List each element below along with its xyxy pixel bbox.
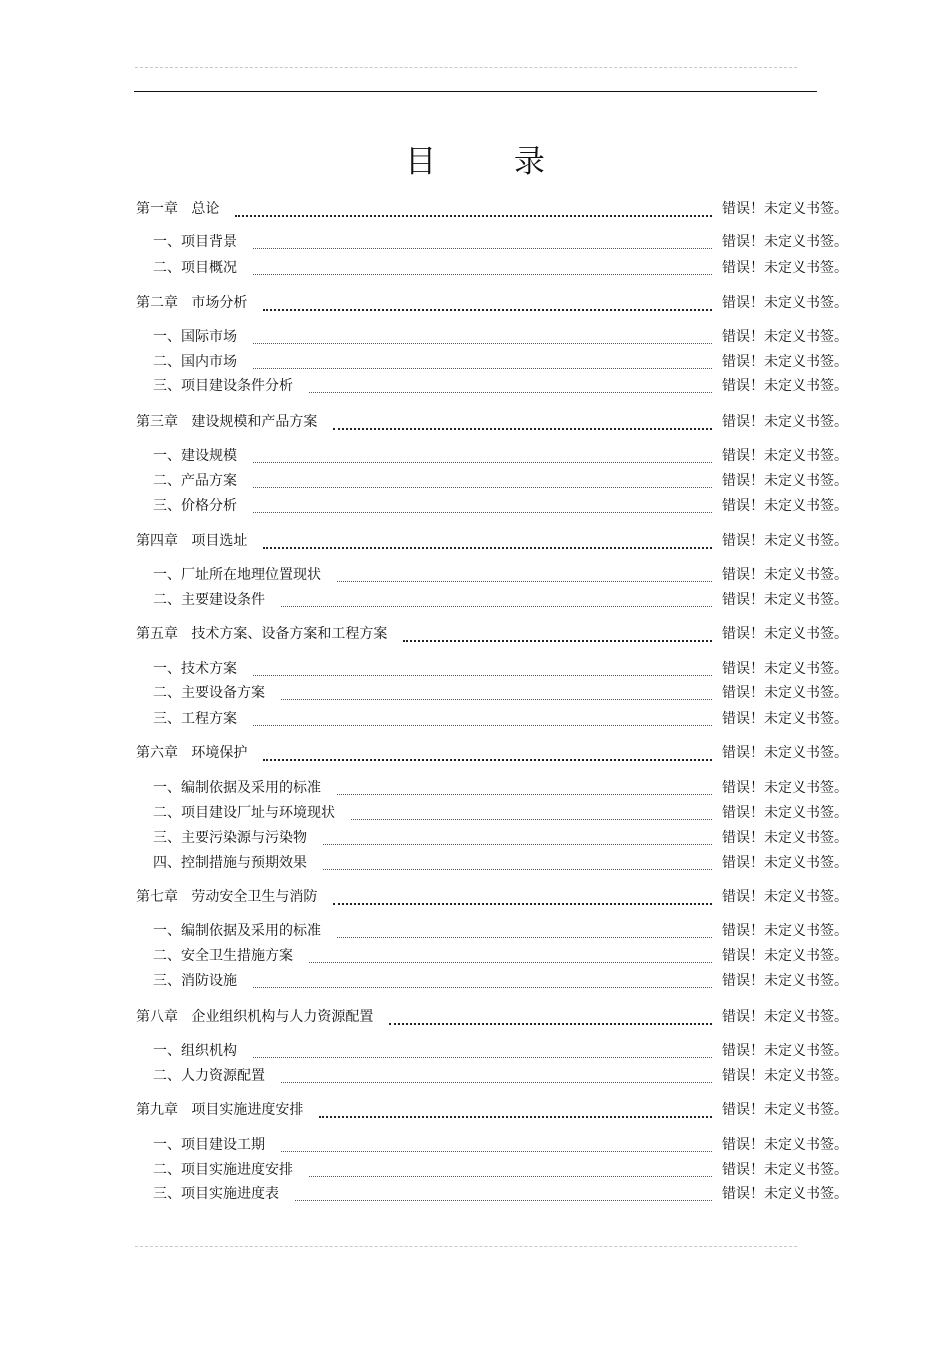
dot-leader — [351, 805, 712, 820]
dot-leader — [253, 354, 712, 369]
toc-section-entry[interactable] — [0, 853, 950, 873]
page-reference: 错误！未定义书签。 — [722, 354, 848, 370]
dot-leader — [333, 414, 712, 430]
page-reference: 错误！未定义书签。 — [722, 1102, 848, 1118]
toc-section-entry[interactable] — [0, 496, 950, 516]
dot-leader — [337, 567, 712, 582]
dot-leader — [253, 448, 712, 463]
section-label: 二、主要设备方案 — [153, 685, 265, 701]
toc-section-entry[interactable] — [0, 565, 950, 585]
dot-leader — [319, 1102, 712, 1118]
dot-leader — [295, 1186, 712, 1201]
page-reference: 错误！未定义书签。 — [722, 473, 848, 489]
dot-leader — [323, 855, 712, 870]
section-label: 一、厂址所在地理位置现状 — [153, 567, 321, 583]
dot-leader — [235, 201, 712, 217]
page-reference: 错误！未定义书签。 — [722, 661, 848, 677]
section-label: 一、编制依据及采用的标准 — [153, 780, 321, 796]
chapter-label: 第一章 总论 — [136, 201, 220, 217]
dot-leader — [253, 260, 712, 275]
chapter-label: 第二章 市场分析 — [136, 295, 248, 311]
page-reference: 错误！未定义书签。 — [722, 889, 848, 905]
dot-leader — [253, 661, 712, 676]
toc-section-entry[interactable] — [0, 352, 950, 372]
toc-section-entry[interactable] — [0, 258, 950, 278]
toc-chapter-entry[interactable] — [0, 199, 950, 219]
section-label: 三、价格分析 — [153, 498, 237, 514]
page-reference: 错误！未定义书签。 — [722, 923, 848, 939]
chapter-label: 第九章 项目实施进度安排 — [136, 1102, 304, 1118]
section-label: 四、控制措施与预期效果 — [153, 855, 307, 871]
dot-leader — [263, 533, 712, 549]
section-label: 二、安全卫生措施方案 — [153, 948, 293, 964]
toc-section-entry[interactable] — [0, 659, 950, 679]
toc-section-entry[interactable] — [0, 590, 950, 610]
dot-leader — [389, 1009, 712, 1025]
toc-chapter-entry[interactable] — [0, 293, 950, 313]
page-reference: 错误！未定义书签。 — [722, 780, 848, 796]
page-reference: 错误！未定义书签。 — [722, 1043, 848, 1059]
toc-section-entry[interactable] — [0, 1160, 950, 1180]
section-label: 三、主要污染源与污染物 — [153, 830, 307, 846]
section-label: 二、主要建设条件 — [153, 592, 265, 608]
section-label: 二、项目建设厂址与环境现状 — [153, 805, 335, 821]
dot-leader — [253, 329, 712, 344]
section-label: 一、编制依据及采用的标准 — [153, 923, 321, 939]
dot-leader — [253, 1043, 712, 1058]
dot-leader — [253, 234, 712, 249]
page-reference: 错误！未定义书签。 — [722, 201, 848, 217]
dot-leader — [253, 711, 712, 726]
dot-leader — [263, 295, 712, 311]
section-label: 二、人力资源配置 — [153, 1068, 265, 1084]
toc-chapter-entry[interactable] — [0, 1100, 950, 1120]
section-label: 一、国际市场 — [153, 329, 237, 345]
dot-leader — [281, 1068, 712, 1083]
footer-dashed-line — [135, 1246, 797, 1247]
toc-section-entry[interactable] — [0, 1135, 950, 1155]
toc-section-entry[interactable] — [0, 471, 950, 491]
section-label: 三、项目建设条件分析 — [153, 378, 293, 394]
page-reference: 错误！未定义书签。 — [722, 626, 848, 642]
dot-leader — [263, 745, 712, 761]
dot-leader — [337, 780, 712, 795]
toc-section-entry[interactable] — [0, 327, 950, 347]
section-label: 二、国内市场 — [153, 354, 237, 370]
toc-section-entry[interactable] — [0, 778, 950, 798]
section-label: 一、技术方案 — [153, 661, 237, 677]
toc-section-entry[interactable] — [0, 1041, 950, 1061]
section-label: 一、项目建设工期 — [153, 1137, 265, 1153]
page-reference: 错误！未定义书签。 — [722, 378, 848, 394]
dot-leader — [281, 685, 712, 700]
dot-leader — [309, 1162, 712, 1177]
chapter-label: 第四章 项目选址 — [136, 533, 248, 549]
chapter-label: 第三章 建设规模和产品方案 — [136, 414, 318, 430]
dot-leader — [333, 889, 712, 905]
dot-leader — [309, 948, 712, 963]
chapter-label: 第八章 企业组织机构与人力资源配置 — [136, 1009, 374, 1025]
toc-section-entry[interactable] — [0, 376, 950, 396]
page-reference: 错误！未定义书签。 — [722, 1186, 848, 1202]
dot-leader — [281, 1137, 712, 1152]
toc-section-entry[interactable] — [0, 709, 950, 729]
dot-leader — [337, 923, 712, 938]
dot-leader — [253, 498, 712, 513]
page-reference: 错误！未定义书签。 — [722, 414, 848, 430]
page-reference: 错误！未定义书签。 — [722, 948, 848, 964]
page-reference: 错误！未定义书签。 — [722, 592, 848, 608]
toc-chapter-entry[interactable] — [0, 887, 950, 907]
page-reference: 错误！未定义书签。 — [722, 1137, 848, 1153]
toc-chapter-entry[interactable] — [0, 624, 950, 644]
page-reference: 错误！未定义书签。 — [722, 855, 848, 871]
toc-section-entry[interactable] — [0, 232, 950, 252]
toc-section-entry[interactable] — [0, 828, 950, 848]
page-reference: 错误！未定义书签。 — [722, 1162, 848, 1178]
page-reference: 错误！未定义书签。 — [722, 533, 848, 549]
page-reference: 错误！未定义书签。 — [722, 498, 848, 514]
section-label: 一、组织机构 — [153, 1043, 237, 1059]
page-reference: 错误！未定义书签。 — [722, 1068, 848, 1084]
page-reference: 错误！未定义书签。 — [722, 830, 848, 846]
toc-section-entry[interactable] — [0, 946, 950, 966]
toc-section-entry[interactable] — [0, 1066, 950, 1086]
toc-section-entry[interactable] — [0, 971, 950, 991]
toc-section-entry[interactable] — [0, 921, 950, 941]
toc-chapter-entry[interactable] — [0, 743, 950, 763]
toc-section-entry[interactable] — [0, 683, 950, 703]
section-label: 二、产品方案 — [153, 473, 237, 489]
dot-leader — [253, 973, 712, 988]
toc-chapter-entry[interactable] — [0, 1007, 950, 1027]
page-reference: 错误！未定义书签。 — [722, 1009, 848, 1025]
dot-leader — [323, 830, 712, 845]
dot-leader — [403, 626, 712, 642]
page-reference: 错误！未定义书签。 — [722, 234, 848, 250]
section-label: 三、消防设施 — [153, 973, 237, 989]
page-reference: 错误！未定义书签。 — [722, 329, 848, 345]
toc-section-entry[interactable] — [0, 1184, 950, 1204]
page-reference: 错误！未定义书签。 — [722, 685, 848, 701]
toc-chapter-entry[interactable] — [0, 531, 950, 551]
toc-chapter-entry[interactable] — [0, 412, 950, 432]
toc-section-entry[interactable] — [0, 803, 950, 823]
page-reference: 错误！未定义书签。 — [722, 567, 848, 583]
page-reference: 错误！未定义书签。 — [722, 260, 848, 276]
section-label: 一、项目背景 — [153, 234, 237, 250]
page-reference: 错误！未定义书签。 — [722, 973, 848, 989]
page-reference: 错误！未定义书签。 — [722, 805, 848, 821]
section-label: 二、项目概况 — [153, 260, 237, 276]
dot-leader — [253, 473, 712, 488]
page-title: 目 录 — [405, 144, 579, 180]
page-reference: 错误！未定义书签。 — [722, 295, 848, 311]
chapter-label: 第六章 环境保护 — [136, 745, 248, 761]
dot-leader — [309, 378, 712, 393]
toc-section-entry[interactable] — [0, 446, 950, 466]
page-reference: 错误！未定义书签。 — [722, 448, 848, 464]
section-label: 二、项目实施进度安排 — [153, 1162, 293, 1178]
chapter-label: 第五章 技术方案、设备方案和工程方案 — [136, 626, 388, 642]
page-reference: 错误！未定义书签。 — [722, 711, 848, 727]
section-label: 三、工程方案 — [153, 711, 237, 727]
section-label: 一、建设规模 — [153, 448, 237, 464]
chapter-label: 第七章 劳动安全卫生与消防 — [136, 889, 318, 905]
section-label: 三、项目实施进度表 — [153, 1186, 279, 1202]
dot-leader — [281, 592, 712, 607]
page-reference: 错误！未定义书签。 — [722, 745, 848, 761]
